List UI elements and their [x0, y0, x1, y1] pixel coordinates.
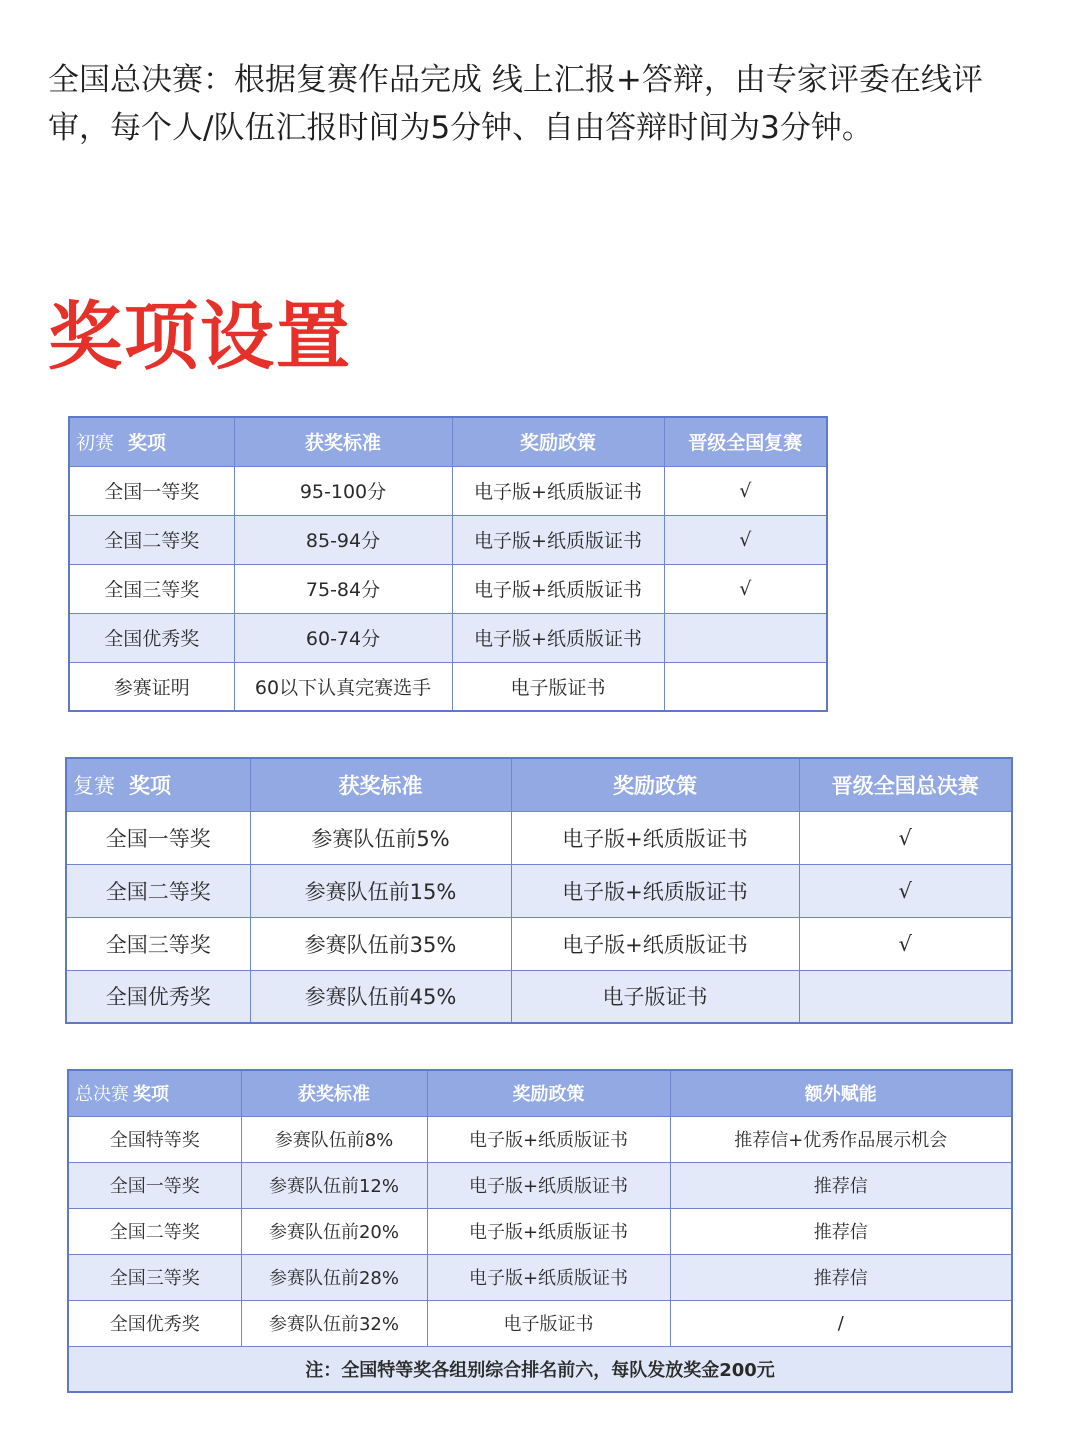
table-row	[69, 662, 827, 711]
semifinal-awards-table	[65, 757, 1013, 1024]
award-name: 全国一等奖	[68, 1162, 241, 1208]
award-policy: 电子版证书	[427, 1300, 670, 1346]
award-criteria: 60以下认真完赛选手	[234, 662, 452, 711]
table-row	[66, 970, 1012, 1023]
table-header-row	[66, 758, 1012, 811]
header-policy: 奖励政策	[511, 758, 799, 811]
award-name: 全国二等奖	[66, 864, 250, 917]
award-criteria: 参赛队伍前32%	[241, 1300, 427, 1346]
header-criteria: 获奖标准	[241, 1070, 427, 1116]
advance-mark: √	[799, 864, 1012, 917]
note-row	[68, 1346, 1012, 1392]
award-extra: 推荐信+优秀作品展示机会	[670, 1116, 1012, 1162]
table-row	[66, 917, 1012, 970]
advance-mark: √	[799, 811, 1012, 864]
intro-paragraph: 全国总决赛：根据复赛作品完成 线上汇报+答辩，由专家评委在线评审，每个人/队伍汇报时间为5分钟、自由答辩时间为3分钟。	[48, 62, 983, 146]
header-policy: 奖励政策	[452, 417, 664, 466]
table-row	[69, 564, 827, 613]
advance-mark	[664, 662, 827, 711]
award-extra: 推荐信	[670, 1254, 1012, 1300]
award-policy: 电子版+纸质版证书	[511, 811, 799, 864]
header-criteria: 获奖标准	[250, 758, 511, 811]
award-policy: 电子版+纸质版证书	[511, 864, 799, 917]
award-criteria: 参赛队伍前45%	[250, 970, 511, 1023]
section-title: 奖项设置	[48, 294, 352, 380]
award-extra: 推荐信	[670, 1162, 1012, 1208]
award-policy: 电子版证书	[511, 970, 799, 1023]
header-extra: 额外赋能	[670, 1070, 1012, 1116]
table-row	[68, 1254, 1012, 1300]
award-policy: 电子版+纸质版证书	[452, 613, 664, 662]
table-row	[69, 613, 827, 662]
award-criteria: 参赛队伍前20%	[241, 1208, 427, 1254]
award-criteria: 参赛队伍前5%	[250, 811, 511, 864]
stage-label: 总决赛	[75, 1084, 129, 1106]
table-row	[69, 466, 827, 515]
award-criteria: 60-74分	[234, 613, 452, 662]
table-row	[68, 1300, 1012, 1346]
award-policy: 电子版+纸质版证书	[452, 564, 664, 613]
table-row	[69, 515, 827, 564]
award-criteria: 95-100分	[234, 466, 452, 515]
table-row	[66, 811, 1012, 864]
stage-label: 初赛	[76, 432, 115, 455]
award-name: 全国二等奖	[68, 1208, 241, 1254]
award-policy: 电子版+纸质版证书	[427, 1116, 670, 1162]
advance-mark: √	[664, 564, 827, 613]
award-policy: 电子版+纸质版证书	[452, 466, 664, 515]
header-policy: 奖励政策	[427, 1070, 670, 1116]
award-extra: 推荐信	[670, 1208, 1012, 1254]
award-criteria: 参赛队伍前8%	[241, 1116, 427, 1162]
award-name: 全国优秀奖	[68, 1300, 241, 1346]
advance-mark: √	[664, 515, 827, 564]
award-name: 全国三等奖	[68, 1254, 241, 1300]
advance-mark	[664, 613, 827, 662]
award-policy: 电子版+纸质版证书	[427, 1254, 670, 1300]
award-name: 全国三等奖	[69, 564, 234, 613]
award-policy: 电子版+纸质版证书	[511, 917, 799, 970]
stage-label: 复赛	[73, 773, 115, 798]
award-name: 全国优秀奖	[66, 970, 250, 1023]
header-award: 初赛 奖项	[69, 417, 234, 466]
award-policy: 电子版+纸质版证书	[427, 1162, 670, 1208]
table-row	[68, 1116, 1012, 1162]
award-policy: 电子版+纸质版证书	[452, 515, 664, 564]
advance-mark	[799, 970, 1012, 1023]
award-name: 全国优秀奖	[69, 613, 234, 662]
advance-mark: √	[664, 466, 827, 515]
header-advance: 晋级全国复赛	[664, 417, 827, 466]
table-header-row	[68, 1070, 1012, 1116]
award-criteria: 参赛队伍前28%	[241, 1254, 427, 1300]
award-criteria: 75-84分	[234, 564, 452, 613]
header-advance: 晋级全国总决赛	[799, 758, 1012, 811]
award-name: 全国一等奖	[69, 466, 234, 515]
award-name: 全国特等奖	[68, 1116, 241, 1162]
award-extra: /	[670, 1300, 1012, 1346]
award-name: 全国二等奖	[69, 515, 234, 564]
final-awards-table	[67, 1069, 1013, 1393]
header-criteria: 获奖标准	[234, 417, 452, 466]
advance-mark: √	[799, 917, 1012, 970]
header-award: 总决赛 奖项	[68, 1070, 241, 1116]
award-policy: 电子版+纸质版证书	[427, 1208, 670, 1254]
award-criteria: 参赛队伍前35%	[250, 917, 511, 970]
award-criteria: 参赛队伍前15%	[250, 864, 511, 917]
award-name: 参赛证明	[69, 662, 234, 711]
award-criteria: 85-94分	[234, 515, 452, 564]
award-name: 全国三等奖	[66, 917, 250, 970]
preliminary-awards-table	[68, 416, 828, 712]
table-row	[68, 1208, 1012, 1254]
table-row	[68, 1162, 1012, 1208]
award-name: 全国一等奖	[66, 811, 250, 864]
table-note: 注：全国特等奖各组别综合排名前六，每队发放奖金200元	[68, 1346, 1012, 1392]
award-criteria: 参赛队伍前12%	[241, 1162, 427, 1208]
table-header-row	[69, 417, 827, 466]
award-policy: 电子版证书	[452, 662, 664, 711]
table-row	[66, 864, 1012, 917]
header-award: 复赛 奖项	[66, 758, 250, 811]
